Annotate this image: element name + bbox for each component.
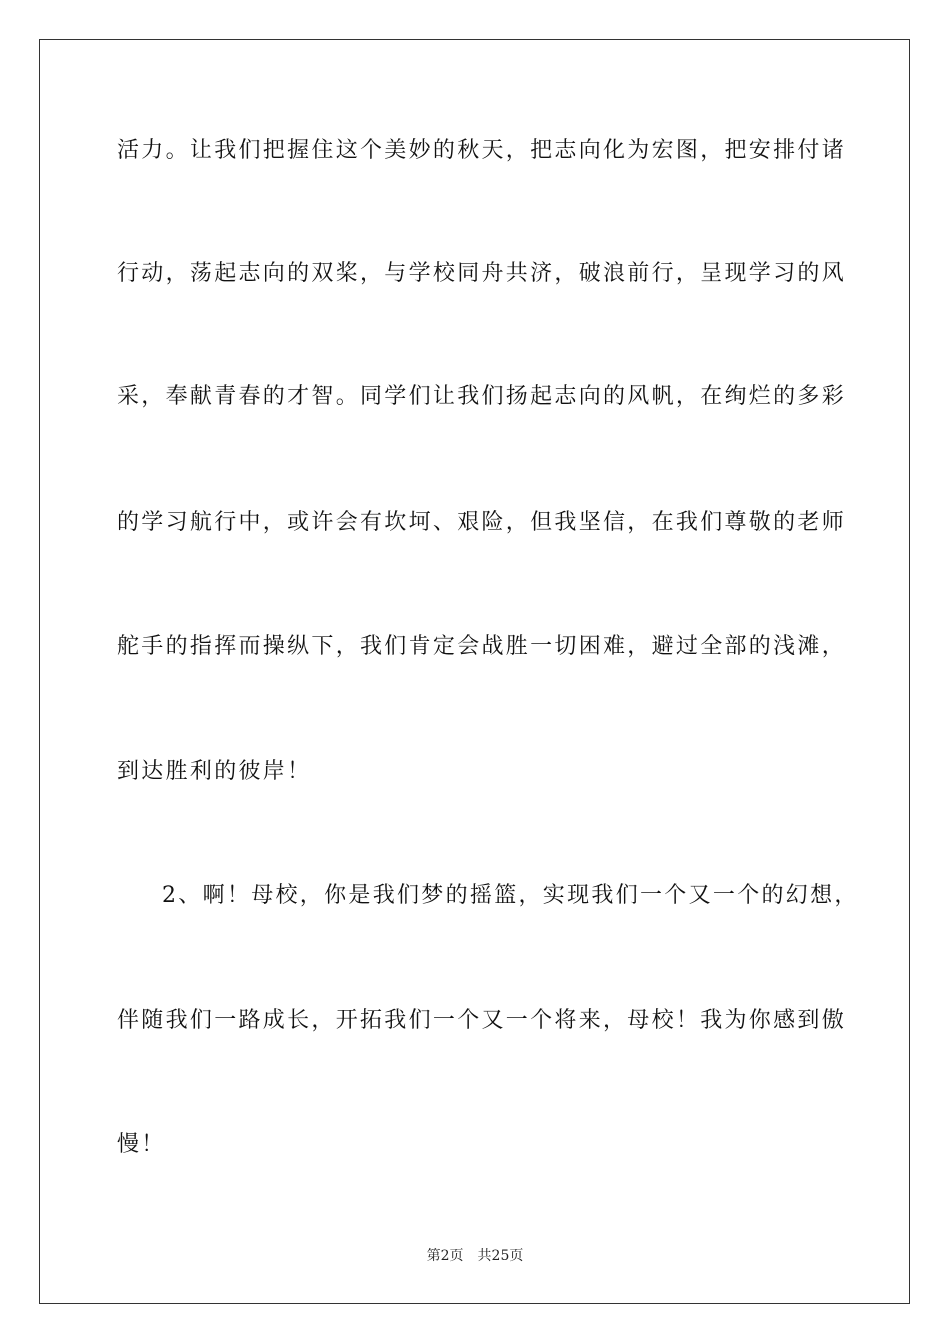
paragraph-line-5: 舵手的指挥而操纵下，我们肯定会战胜一切困难，避过全部的浅滩， — [117, 634, 847, 659]
paragraph-line-6: 到达胜利的彼岸！ — [117, 759, 312, 784]
paragraph-line-2: 行动，荡起志向的双桨，与学校同舟共济，破浪前行，呈现学习的风 — [117, 261, 847, 286]
paragraph-line-9: 慢！ — [117, 1132, 166, 1157]
paragraph-line-4: 的学习航行中，或许会有坎坷、艰险，但我坚信，在我们尊敬的老师 — [117, 510, 847, 535]
page-border — [39, 39, 910, 1304]
paragraph-line-3: 采，奉献青春的才智。同学们让我们扬起志向的风帆，在绚烂的多彩 — [117, 384, 847, 409]
page-footer — [0, 1246, 950, 1266]
paragraph-line-1: 活力。让我们把握住这个美妙的秋天，把志向化为宏图，把安排付诸 — [117, 138, 847, 163]
page-number: 第2页 — [426, 1248, 464, 1264]
paragraph-line-7: 2、啊！母校，你是我们梦的摇篮，实现我们一个又一个的幻想， — [162, 883, 859, 908]
paragraph-line-8: 伴随我们一路成长，开拓我们一个又一个将来，母校！我为你感到傲 — [117, 1008, 847, 1033]
page-total: 共25页 — [477, 1248, 524, 1264]
